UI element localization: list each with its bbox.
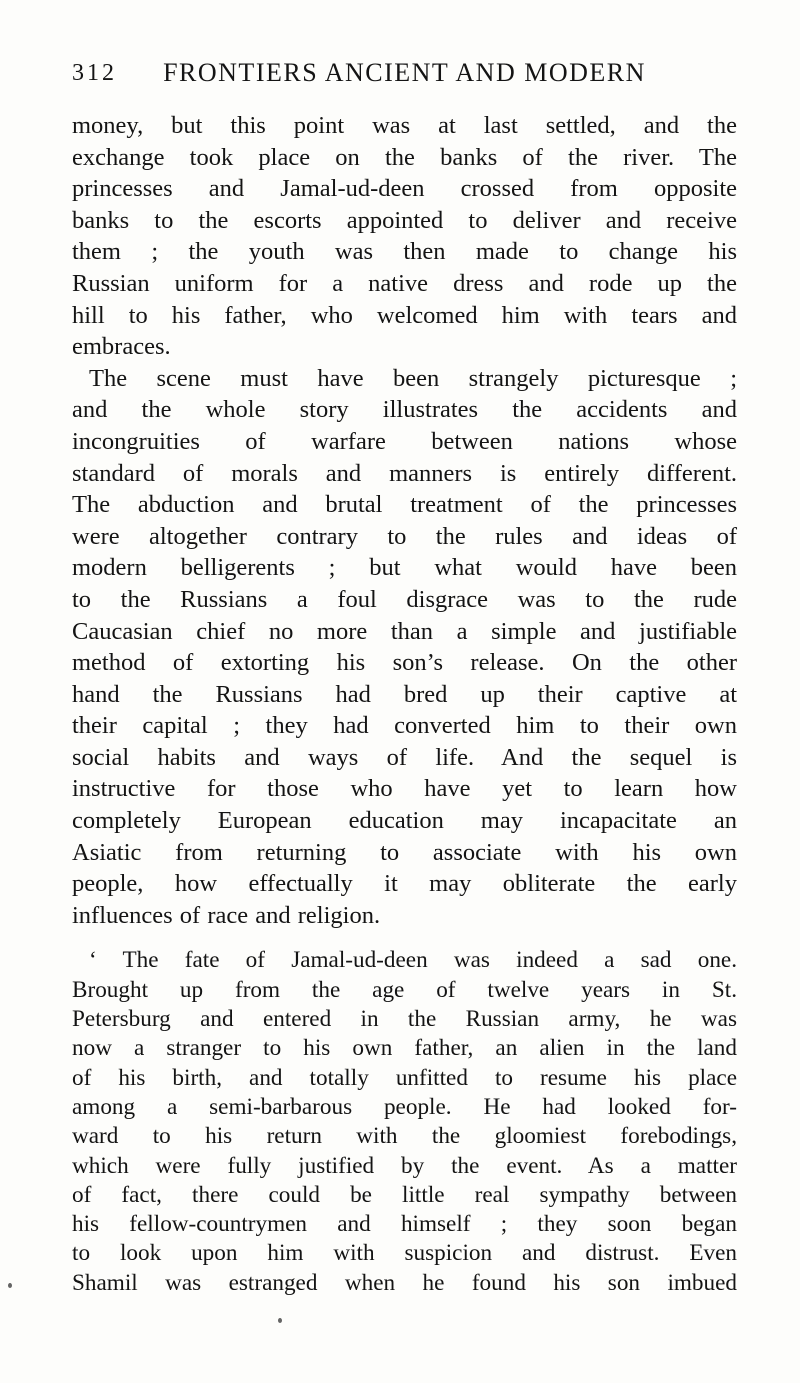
text-line: Asiatic from returning to associate with his own	[72, 838, 737, 866]
text-line: to look upon him with suspicion and distrust. Even	[72, 1240, 737, 1267]
text-line: to the Russians a foul disgrace was to the rude	[72, 585, 737, 613]
running-header	[72, 56, 737, 90]
text-line: which were fully justified by the event. As a matter	[72, 1152, 737, 1179]
text-line: instructive for those who have yet to learn how	[72, 775, 737, 803]
text-line: modern belligerents ; but what would have been	[72, 554, 737, 582]
text-line: Petersburg and entered in the Russian army, he was	[72, 1006, 737, 1033]
text-line: people, how effectually it may obliterate the early	[72, 870, 737, 898]
text-line: banks to the escorts appointed to deliver and receive	[72, 206, 737, 234]
text-line: ‘ The fate of Jamal-ud-deen was indeed a sad one.	[89, 947, 737, 974]
text-line: of his birth, and totally unfitted to resume his place	[72, 1064, 737, 1091]
paragraph-1	[72, 110, 737, 363]
text-line: them ; the youth was then made to change his	[72, 238, 737, 266]
text-line: money, but this point was at last settled, and the	[72, 112, 737, 139]
text-line: The abduction and brutal treatment of the princesses	[72, 491, 737, 519]
text-line: among a semi-barbarous people. He had looked for-	[72, 1093, 737, 1120]
text-line: social habits and ways of life. And the sequel is	[72, 743, 737, 771]
text-line: completely European education may incapacitate an	[72, 807, 737, 835]
text-line: hand the Russians had bred up their captive at	[72, 680, 737, 708]
text-line: Shamil was estranged when he found his son imbued	[72, 1269, 737, 1296]
text-line: exchange took place on the banks of the river. The	[72, 143, 737, 171]
text-block	[72, 110, 737, 1298]
text-line: of fact, there could be little real sympathy between	[72, 1181, 737, 1208]
text-line: Brought up from the age of twelve years in St.	[72, 976, 737, 1003]
paragraph-2	[72, 363, 737, 932]
page-number: 312	[72, 60, 117, 86]
text-line: incongruities of warfare between nations whose	[72, 427, 737, 455]
text-line: embraces.	[72, 333, 171, 361]
ink-speck	[8, 1283, 12, 1288]
text-line: were altogether contrary to the rules and ideas of	[72, 522, 737, 550]
text-line: The scene must have been strangely picturesque ;	[89, 364, 737, 392]
text-line: influences of race and religion.	[72, 901, 381, 929]
text-line: his fellow-countrymen and himself ; they soon began	[72, 1211, 737, 1238]
text-line: and the whole story illustrates the accidents and	[72, 396, 737, 424]
text-line: method of extorting his son’s release. On the other	[72, 649, 737, 677]
text-line: now a stranger to his own father, an alien in the land	[72, 1035, 737, 1062]
text-line: Russian uniform for a native dress and rode up the	[72, 269, 737, 297]
text-line: hill to his father, who welcomed him with tears and	[72, 301, 737, 329]
text-line: ward to his return with the gloomiest forebodings,	[72, 1123, 737, 1150]
text-line: standard of morals and manners is entirely different.	[72, 459, 737, 487]
running-title: FRONTIERS ANCIENT AND MODERN	[163, 58, 646, 87]
text-line: princesses and Jamal-ud-deen crossed from opposite	[72, 175, 737, 203]
text-line: Caucasian chief no more than a simple and justifiable	[72, 617, 737, 645]
paragraph-3	[72, 946, 737, 1298]
ink-speck	[278, 1318, 282, 1323]
text-line: their capital ; they had converted him to their own	[72, 712, 737, 740]
